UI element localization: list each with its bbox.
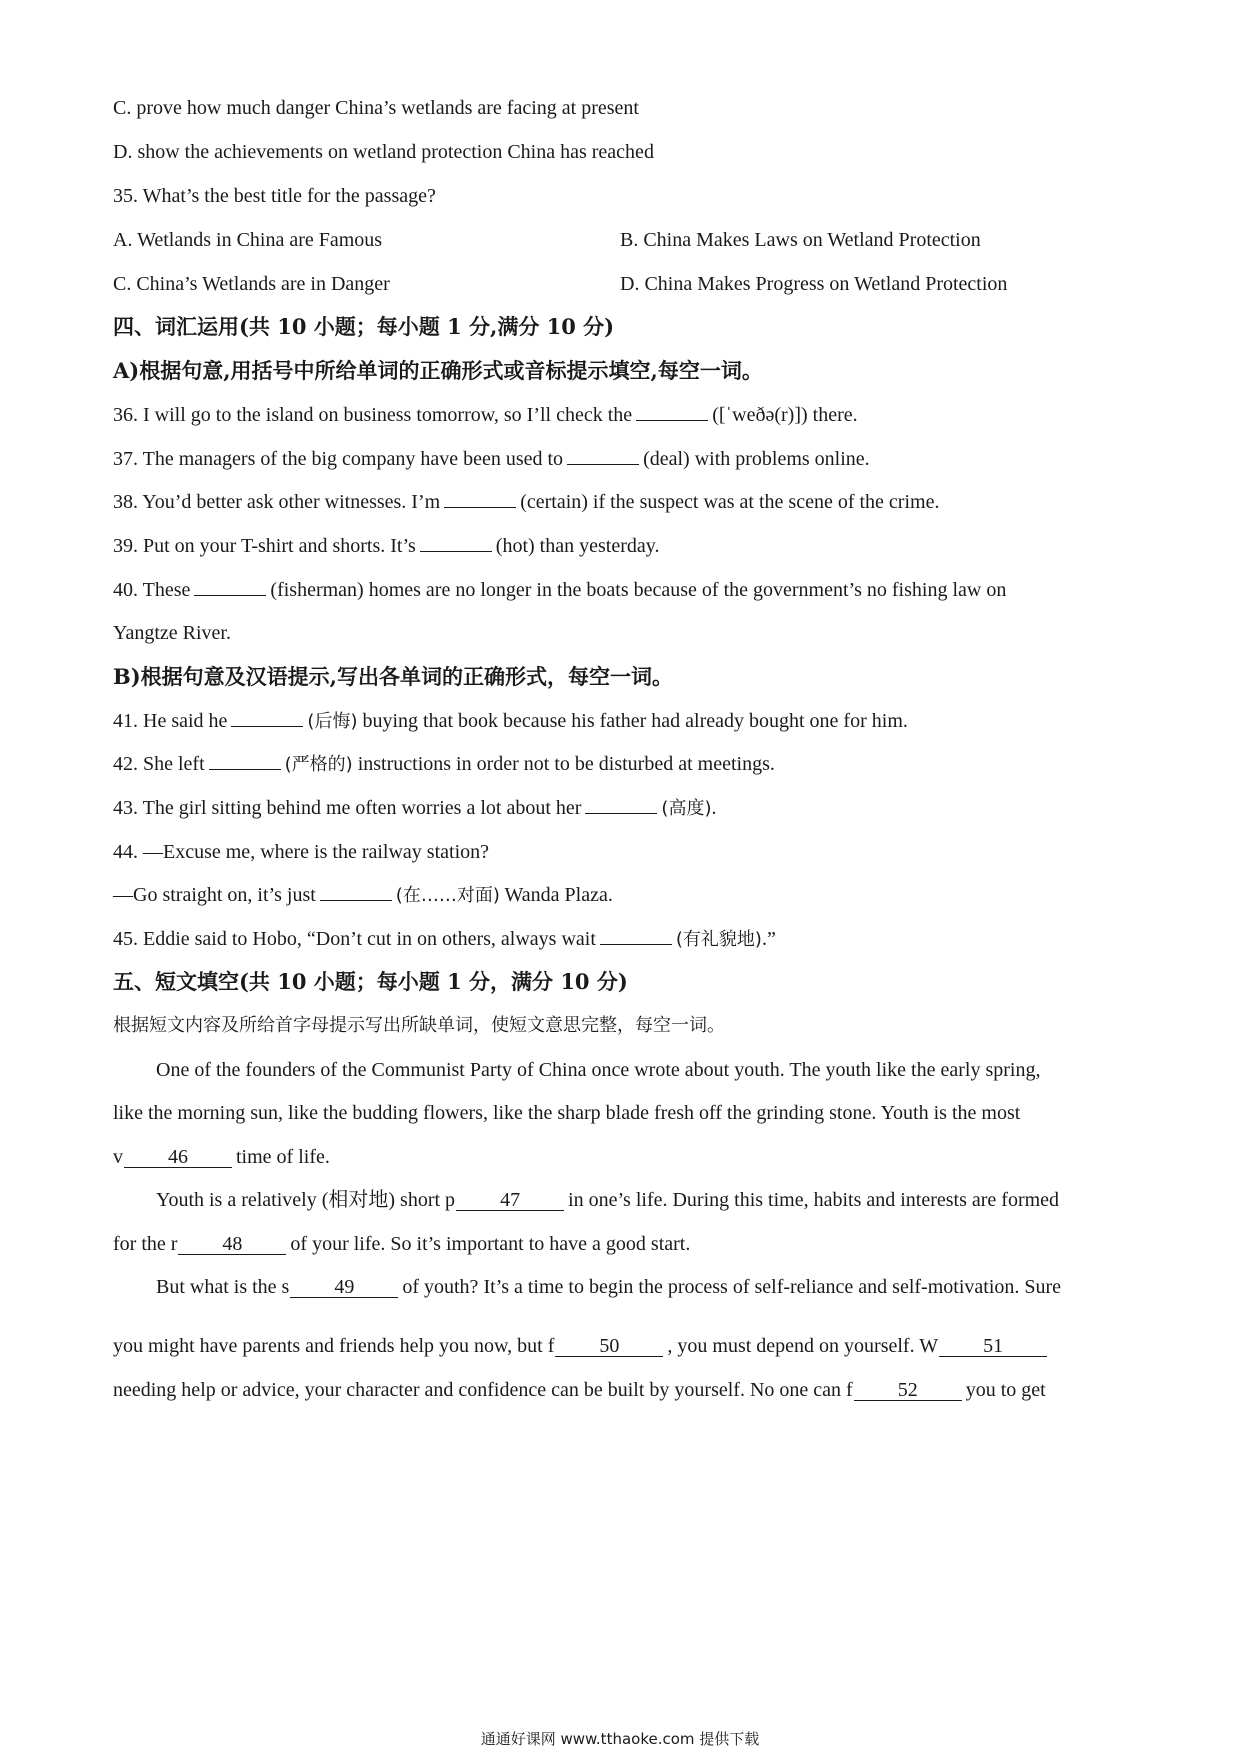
blank-47: 47	[456, 1190, 564, 1211]
blank-50: 50	[555, 1336, 663, 1357]
passage-p3-line1: But what is the s 49 of youth? It’s a time to begin the process of self-reliance and self-motivation. Sure	[156, 1276, 1062, 1298]
passage-p2-line2: for the r 48 of your life. So it’s important to have a good start.	[113, 1233, 691, 1255]
answer-blank	[194, 577, 266, 596]
answer-blank	[320, 882, 392, 901]
answer-blank	[585, 795, 657, 814]
section4-partA-title: A)根据句意,用括号中所给单词的正确形式或音标提示填空,每空一词。	[113, 358, 763, 383]
section5-instruction: 根据短文内容及所给首字母提示写出所缺单词，使短文意思完整，每空一词。	[113, 1015, 725, 1036]
q40: 40. These (fisherman) homes are no longer in the boats because of the government’s no fishing law on	[113, 579, 1007, 601]
section4-title: 四、词汇运用(共 10 小题；每小题 1 分,满分 10 分)	[113, 314, 615, 339]
blank-46: 46	[124, 1147, 232, 1168]
q44-line2: —Go straight on, it’s just (在……对面) Wanda Plaza.	[113, 884, 613, 906]
answer-blank	[600, 926, 672, 945]
answer-blank	[231, 708, 303, 727]
q44-line1: 44. —Excuse me, where is the railway station?	[113, 841, 489, 863]
footer-watermark: 通通好课网 www.tthaoke.com 提供下载	[480, 1730, 760, 1748]
answer-blank	[636, 402, 708, 421]
passage-p2-line1: Youth is a relatively (相对地) short p 47 in one’s life. During this time, habits and interests are formed	[156, 1189, 1060, 1211]
answer-blank	[567, 446, 639, 465]
blank-52: 52	[854, 1380, 962, 1401]
q34-option-c: C. prove how much danger China’s wetlands are facing at present	[113, 97, 639, 119]
q35-option-b: B. China Makes Laws on Wetland Protection	[620, 229, 981, 251]
passage-p3-line2: you might have parents and friends help you now, but f 50 , you must depend on yourself. W 51	[113, 1333, 1051, 1359]
q38: 38. You’d better ask other witnesses. I’m (certain) if the suspect was at the scene of the crime.	[113, 491, 940, 513]
q45: 45. Eddie said to Hobo, “Don’t cut in on others, always wait (有礼貌地).”	[113, 928, 776, 950]
answer-blank	[209, 751, 281, 770]
q36: 36. I will go to the island on business tomorrow, so I’ll check the ([ˈweðə(r)]) there.	[113, 404, 858, 426]
q40-continued: Yangtze River.	[113, 622, 231, 644]
q35-option-a: A. Wetlands in China are Famous	[113, 229, 383, 251]
answer-blank	[420, 533, 492, 552]
q39: 39. Put on your T-shirt and shorts. It’s (hot) than yesterday.	[113, 535, 660, 557]
passage-p1-line2: like the morning sun, like the budding flowers, like the sharp blade fresh off the grinding stone. Youth is the most	[113, 1102, 1021, 1124]
q35-question: 35. What’s the best title for the passage?	[113, 185, 436, 207]
passage-p1-line1: One of the founders of the Communist Party of China once wrote about youth. The youth like the early spring,	[156, 1059, 1041, 1081]
q42: 42. She left (严格的) instructions in order not to be disturbed at meetings.	[113, 753, 775, 775]
blank-48: 48	[178, 1234, 286, 1255]
q35-option-d: D. China Makes Progress on Wetland Protection	[620, 273, 1008, 295]
blank-49: 49	[290, 1277, 398, 1298]
section4-partB-title: B)根据句意及汉语提示,写出各单词的正确形式，每空一词。	[113, 664, 673, 689]
blank-51: 51	[939, 1336, 1047, 1357]
q41: 41. He said he (后悔) buying that book because his father had already bought one for him.	[113, 710, 908, 732]
q35-options-row1	[113, 227, 382, 253]
q37: 37. The managers of the big company have been used to (deal) with problems online.	[113, 448, 870, 470]
section5-title: 五、短文填空(共 10 小题；每小题 1 分，满分 10 分)	[113, 969, 628, 994]
q35-option-c: C. China’s Wetlands are in Danger	[113, 273, 390, 295]
q34-option-d: D. show the achievements on wetland protection China has reached	[113, 141, 654, 163]
answer-blank	[444, 489, 516, 508]
q43: 43. The girl sitting behind me often worries a lot about her (高度).	[113, 797, 717, 819]
passage-p3-line3: needing help or advice, your character and confidence can be built by yourself. No one can f 52 you to get	[113, 1379, 1046, 1401]
passage-p1-line3: v 46 time of life.	[113, 1146, 330, 1168]
